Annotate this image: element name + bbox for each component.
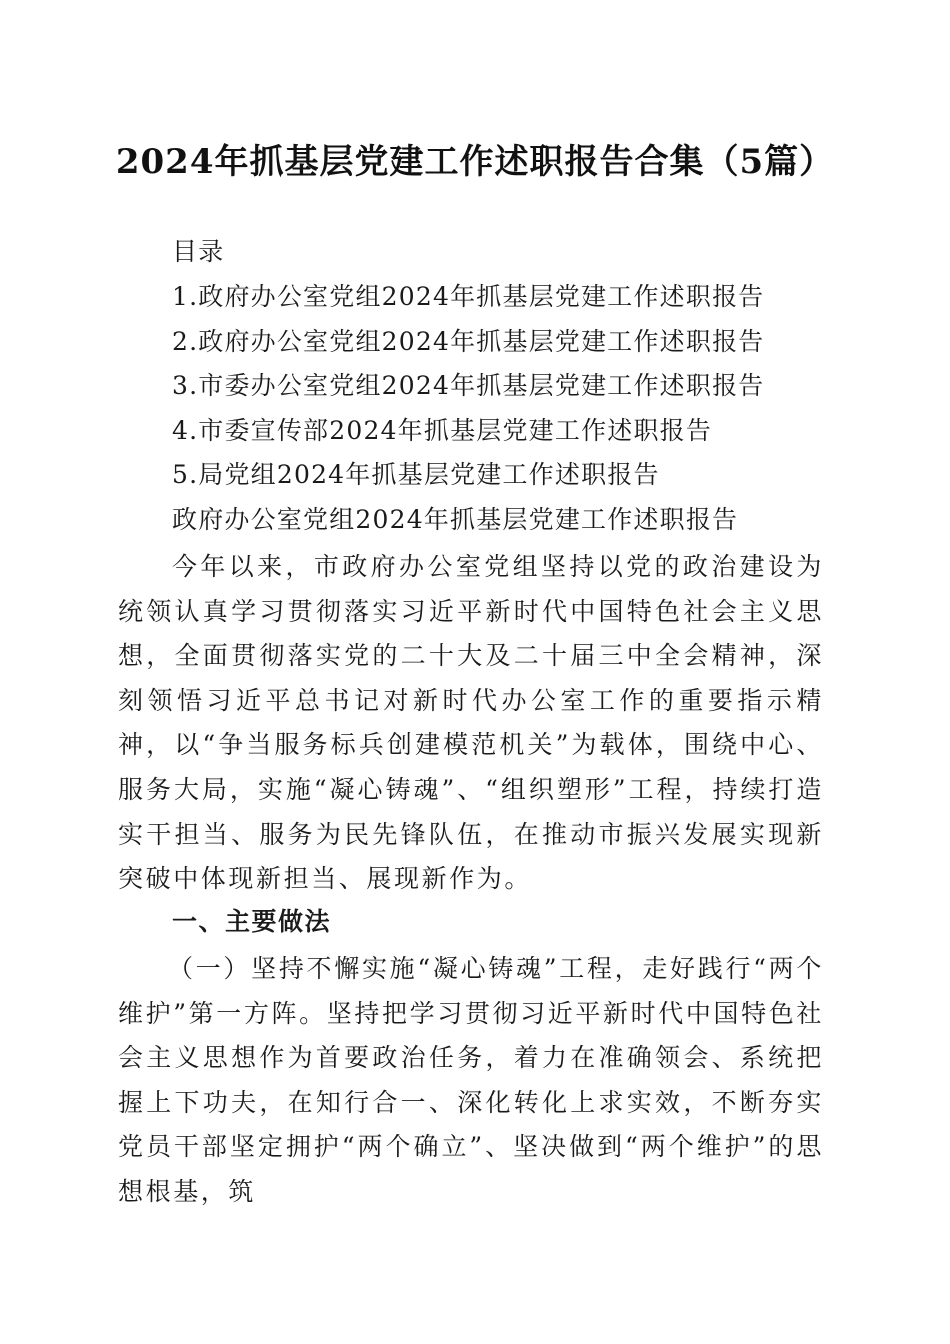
body-paragraph: （一）坚持不懈实施“凝心铸魂”工程，走好践行“两个维护”第一方阵。坚持把学习贯彻习近平新时代中国特色社会主义思想作为首要政治任务，着力在准确领会、系统把握上下功夫，在知行合一、深化转化上求实效，不断夯实党员干部坚定拥护“两个确立”、坚决做到“两个维护”的思想根基，筑 bbox=[118, 954, 824, 1206]
toc-item: 4.市委宣传部2024年抓基层党建工作述职报告 bbox=[172, 416, 713, 445]
toc-item: 5.局党组2024年抓基层党建工作述职报告 bbox=[172, 460, 660, 489]
section-title: 政府办公室党组2024年抓基层党建工作述职报告 bbox=[172, 505, 739, 534]
toc-item: 1.政府办公室党组2024年抓基层党建工作述职报告 bbox=[172, 282, 765, 311]
document-title: 2024年抓基层党建工作述职报告合集（5篇） bbox=[115, 142, 835, 182]
toc-item: 2.政府办公室党组2024年抓基层党建工作述职报告 bbox=[172, 327, 765, 356]
toc-heading: 目录 bbox=[172, 237, 225, 266]
toc-item: 3.市委办公室党组2024年抓基层党建工作述职报告 bbox=[172, 371, 765, 400]
intro-paragraph: 今年以来，市政府办公室党组坚持以党的政治建设为统领认真学习贯彻落实习近平新时代中国特色社会主义思想，全面贯彻落实党的二十大及二十届三中全会精神，深刻领悟习近平总书记对新时代办公室工作的重要指示精神，以“争当服务标兵创建模范机关”为载体，围绕中心、服务大局，实施“凝心铸魂”、“组织塑形”工程，持续打造实干担当、服务为民先锋队伍，在推动市振兴发展实现新突破中体现新担当、展现新作为。 bbox=[118, 552, 824, 894]
section-heading: 一、主要做法 bbox=[172, 907, 332, 936]
